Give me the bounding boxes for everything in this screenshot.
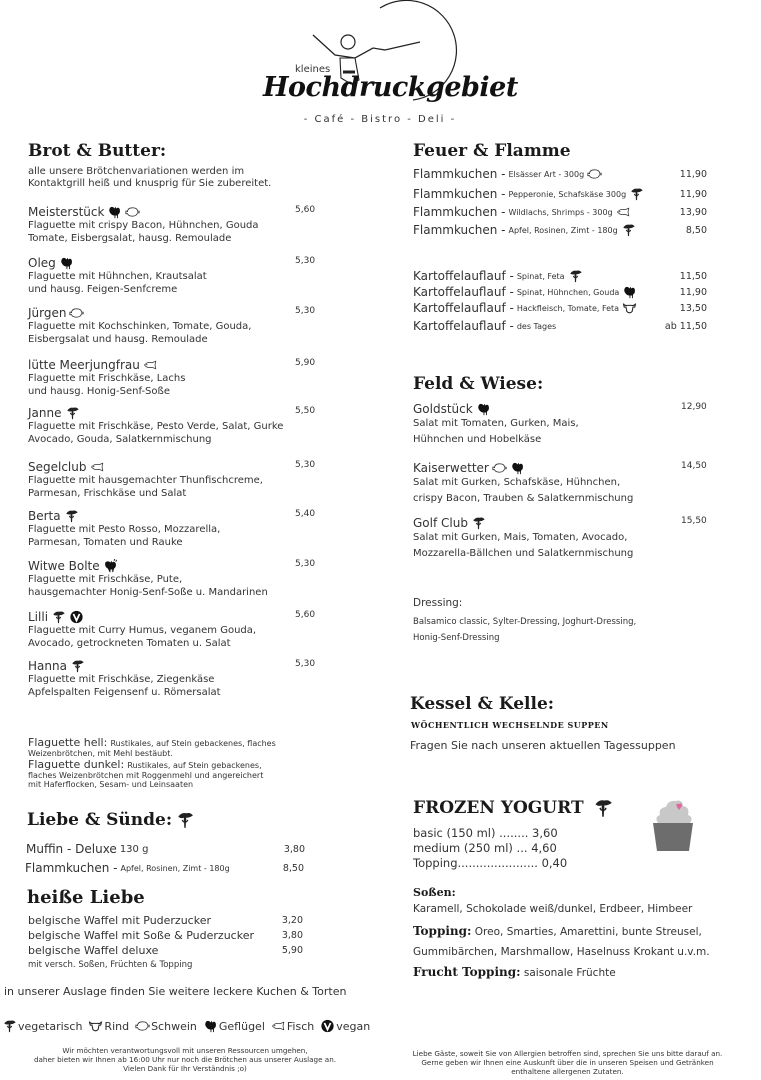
pig-icon — [125, 205, 140, 219]
legend-item — [88, 1019, 129, 1033]
section-title-kessel-kelle: Kessel & Kelle: — [410, 694, 555, 714]
menu-item — [28, 508, 328, 549]
vegetarian-icon — [592, 798, 614, 818]
bread-note-label: Flaguette hell: — [28, 736, 108, 749]
item-price: 5,40 — [295, 509, 316, 519]
vegetarian-icon — [471, 516, 486, 530]
item-description: Hühnchen und Hobelkäse — [413, 434, 542, 445]
item-name: Hanna — [28, 658, 67, 673]
item-price: 5,50 — [295, 406, 316, 416]
item-name: Flammkuchen - — [413, 187, 506, 201]
legend-item — [271, 1019, 314, 1033]
item-detail: Hackfleisch, Tomate, Feta — [516, 303, 620, 313]
chicken-icon — [476, 402, 491, 416]
item-description: Avocado, getrockneten Tomaten u. Salat — [28, 638, 231, 649]
legend-item — [320, 1019, 370, 1033]
item-description: Flaguette mit Frischkäse, Pute, — [28, 574, 183, 585]
item-name: Witwe Bolte — [28, 558, 100, 573]
menu-item: belgische Waffel deluxe — [28, 943, 159, 957]
section-title-brot-butter: Brot & Butter: — [28, 141, 167, 161]
item-name: Kartoffelauflauf - — [413, 319, 514, 333]
pig-icon — [492, 461, 507, 475]
legend-label: vegetarisch — [18, 1019, 83, 1033]
item-price: 5,60 — [295, 610, 316, 620]
soup-text: Fragen Sie nach unseren aktuellen Tagessuppen — [410, 739, 676, 752]
vegetarian-icon — [621, 223, 636, 237]
item-description: hausgemachter Honig-Senf-Soße u. Mandarinen — [28, 587, 268, 598]
frucht-label: Frucht Topping: — [413, 965, 521, 979]
item-detail: Pepperonie, Schafskäse 300g — [508, 189, 627, 199]
item-price: 13,90 — [679, 207, 707, 218]
item-description: Apfelspalten Feigensenf u. Römersalat — [28, 687, 221, 698]
frozen-yogurt-header — [413, 798, 614, 818]
frozen-yogurt-sizes — [413, 826, 567, 871]
item-price: 5,60 — [295, 205, 316, 215]
footer-line: enthaltene allergenen Zutaten. — [511, 1067, 624, 1076]
item-description: Flaguette mit Frischkäse, Pesto Verde, Salat, Gurke — [28, 421, 284, 432]
item-detail: Apfel, Rosinen, Zimt - 180g — [120, 863, 230, 873]
item-price: 11,90 — [679, 189, 707, 200]
item-name: Flammkuchen - — [413, 205, 506, 219]
menu-item — [28, 305, 328, 346]
menu-item — [413, 515, 713, 562]
frozen-yogurt-illustration — [650, 795, 696, 853]
item-price: 11,90 — [679, 169, 707, 180]
chicken-icon — [622, 285, 637, 299]
liebe-suende-header — [27, 810, 194, 830]
item-detail: Wildlachs, Shrimps - 300g — [508, 207, 613, 217]
item-price: 8,50 — [685, 225, 707, 236]
legend-label: Geflügel — [218, 1019, 265, 1033]
item-price: 5,90 — [295, 358, 316, 368]
legend-label: vegan — [336, 1019, 371, 1033]
item-detail: Elsässer Art - 300g — [508, 169, 585, 179]
menu-item — [413, 186, 644, 202]
item-name-row — [28, 558, 328, 573]
item-name: Kartoffelauflauf - — [413, 269, 514, 283]
menu-item — [413, 204, 631, 220]
item-description: Parmesan, Tomaten und Rauke — [28, 537, 183, 548]
brot-butter-intro — [28, 166, 271, 190]
item-name: Flammkuchen - — [25, 861, 118, 875]
bread-notes — [28, 737, 368, 789]
dressing-label: Dressing: — [413, 597, 463, 609]
size-row — [413, 856, 567, 871]
item-description: Mozzarella-Bällchen und Salatkernmischung — [413, 548, 634, 559]
legend-item — [135, 1019, 197, 1033]
item-detail: 130 g — [119, 843, 149, 855]
fish-icon — [143, 358, 158, 372]
topping-line: Gummibärchen, Marshmallow, Haselnuss Krokant u.v.m. — [413, 946, 710, 958]
menu-item — [28, 609, 328, 650]
item-name: Kaiserwetter — [413, 460, 489, 475]
item-description: Avocado, Gouda, Salatkernmischung — [28, 434, 212, 445]
intro-line: alle unsere Brötchenvariationen werden im — [28, 166, 245, 177]
bread-note-text: Rustikales, auf Stein gebackenes, — [127, 761, 262, 770]
logo-small-text: kleines — [295, 64, 331, 75]
chicken-icon — [510, 461, 525, 475]
yogurt-cup — [653, 823, 693, 851]
item-name-row — [28, 658, 328, 673]
chicken-icon — [107, 205, 122, 219]
footer-line: Gerne geben wir Ihnen eine Auskunft über die in unseren Speisen und Getränken — [421, 1058, 714, 1067]
item-price: 5,90 — [281, 945, 303, 956]
pig-icon — [69, 306, 84, 320]
sossen-label: Soßen: — [413, 886, 456, 899]
item-name: Berta — [28, 508, 61, 523]
item-price: 3,80 — [283, 844, 305, 855]
vegan-icon — [69, 610, 84, 624]
item-detail: Spinat, Hühnchen, Gouda — [516, 287, 620, 297]
size-label: medium (250 ml) ... — [413, 841, 528, 855]
item-name: Goldstück — [413, 401, 473, 416]
item-name-row — [28, 609, 328, 624]
item-name: Kartoffelauflauf - — [413, 285, 514, 299]
item-name: Janne — [28, 405, 62, 420]
footer-line: Liebe Gäste, soweit Sie von Allergien betroffen sind, sprechen Sie uns bitte darauf an. — [412, 1049, 723, 1058]
item-name-row — [413, 515, 713, 530]
sossen-list: Karamell, Schokolade weiß/dunkel, Erdbeer, Himbeer — [413, 903, 693, 915]
legend-label: Fisch — [286, 1019, 315, 1033]
chicken-icon — [203, 1019, 218, 1033]
menu-item — [413, 460, 713, 507]
menu-item — [413, 222, 636, 238]
item-description: Flaguette mit crispy Bacon, Hühnchen, Gouda — [28, 220, 259, 231]
item-name: Golf Club — [413, 515, 468, 530]
footer-left-note — [0, 1046, 370, 1073]
menu-item — [413, 318, 556, 334]
item-description: crispy Bacon, Trauben & Salatkernmischung — [413, 493, 634, 504]
item-description: Eisbergsalat und hausg. Remoulade — [28, 334, 208, 345]
logo-name: Hochdruckgebiet — [263, 72, 518, 103]
menu-item — [413, 284, 637, 300]
size-price: 3,60 — [532, 826, 558, 840]
vegetarian-icon — [70, 659, 85, 673]
legend-item — [2, 1019, 82, 1033]
item-name: Segelclub — [28, 459, 87, 474]
item-detail: des Tages — [516, 321, 557, 331]
menu-item — [28, 357, 328, 398]
item-name-row — [28, 305, 328, 320]
item-description: Flaguette mit Kochschinken, Tomate, Gouda, — [28, 321, 252, 332]
size-label: basic (150 ml) ........ — [413, 826, 529, 840]
menu-item — [28, 658, 328, 699]
turkey-icon — [103, 559, 118, 573]
soup-subtitle: WÖCHENTLICH WECHSELNDE SUPPEN — [411, 720, 609, 730]
menu-item — [28, 405, 328, 446]
item-name: Muffin - Deluxe — [26, 842, 117, 856]
section-title-heisse-liebe: heiße Liebe — [27, 887, 145, 908]
footer-line: daher bieten wir Ihnen ab 16:00 Uhr nur noch die Brötchen aus unserer Auslage an. — [33, 1055, 337, 1064]
bread-note-text: mit Haferflocken, Sesam- und Leinsaaten — [28, 780, 194, 789]
vegetarian-icon — [2, 1019, 17, 1033]
section-title-feld-wiese: Feld & Wiese: — [413, 374, 544, 394]
item-name-row — [28, 508, 328, 523]
menu-item — [28, 255, 328, 296]
item-price: 15,50 — [681, 516, 707, 526]
vegetarian-icon — [65, 406, 80, 420]
item-price: 5,30 — [295, 460, 316, 470]
footer-line: Vielen Dank für Ihr Verständnis ;o) — [123, 1064, 247, 1073]
menu-item: belgische Waffel mit Soße & Puderzucker — [28, 928, 254, 942]
bread-note-hell — [28, 737, 368, 759]
item-price: 12,90 — [681, 402, 707, 412]
item-description: Salat mit Gurken, Mais, Tomaten, Avocado, — [413, 532, 628, 543]
item-description: Flaguette mit Frischkäse, Lachs — [28, 373, 186, 384]
item-description: Parmesan, Frischkäse und Salat — [28, 488, 187, 499]
vegetarian-icon — [629, 187, 644, 201]
item-price: 5,30 — [295, 559, 316, 569]
waffle-note: mit versch. Soßen, Früchten & Topping — [28, 960, 193, 970]
item-description: Tomate, Eisbergsalat, hausg. Remoulade — [28, 233, 232, 244]
pig-icon — [587, 167, 602, 181]
item-name: Oleg — [28, 255, 56, 270]
bread-note-text: Weizenbrötchen, mit Mehl bestäubt. — [28, 749, 173, 758]
logo — [255, 0, 518, 128]
pig-icon — [135, 1019, 150, 1033]
size-row — [413, 841, 567, 856]
dressing-line: Balsamico classic, Sylter-Dressing, Joghurt-Dressing, — [413, 617, 637, 627]
icon-legend — [2, 1019, 370, 1033]
item-name-row — [28, 405, 328, 420]
item-name: Kartoffelauflauf - — [413, 301, 514, 315]
frucht-text: saisonale Früchte — [523, 967, 616, 979]
beef-icon — [622, 301, 637, 315]
item-name: Meisterstück — [28, 204, 105, 219]
item-price: 5,30 — [295, 256, 316, 266]
menu-item — [28, 204, 328, 245]
menu-item: belgische Waffel mit Puderzucker — [28, 913, 211, 927]
menu-item — [26, 841, 148, 857]
fish-icon — [271, 1019, 286, 1033]
legend-label: Schwein — [151, 1019, 197, 1033]
item-name-row — [28, 357, 328, 372]
item-description: und hausg. Feigen-Senfcreme — [28, 284, 178, 295]
item-description: Flaguette mit Pesto Rosso, Mozzarella, — [28, 524, 221, 535]
item-price: 14,50 — [681, 461, 707, 471]
menu-item — [413, 166, 602, 182]
item-description: Salat mit Gurken, Schafskäse, Hühnchen, — [413, 477, 621, 488]
fish-icon — [90, 460, 105, 474]
legend-label: Rind — [104, 1019, 130, 1033]
beef-icon — [88, 1019, 103, 1033]
section-title-liebe-suende: Liebe & Sünde: — [27, 810, 173, 830]
size-price: 4,60 — [531, 841, 557, 855]
item-price: ab 11,50 — [664, 321, 707, 332]
topping-line: Oreo, Smarties, Amarettini, bunte Streusel, — [474, 926, 702, 938]
size-row — [413, 826, 567, 841]
vegetarian-icon — [568, 269, 583, 283]
size-label: Topping...................... — [413, 856, 538, 870]
dressing-line: Honig-Senf-Dressing — [413, 633, 500, 643]
tagline: - Café - Bistro - Deli - — [303, 114, 457, 125]
auslage-note: in unserer Auslage finden Sie weitere leckere Kuchen & Torten — [4, 985, 347, 998]
bread-note-dunkel — [28, 760, 368, 789]
item-description: und hausg. Honig-Senf-Soße — [28, 386, 170, 397]
item-description: Salat mit Tomaten, Gurken, Mais, — [413, 418, 579, 429]
vegetarian-icon — [176, 810, 194, 830]
item-price: 13,50 — [679, 303, 707, 314]
item-price: 11,50 — [679, 271, 707, 282]
item-name: Flammkuchen - — [413, 223, 506, 237]
menu-item — [413, 268, 583, 284]
item-description: Flaguette mit Frischkäse, Ziegenkäse — [28, 674, 215, 685]
item-description: Flaguette mit hausgemachter Thunfischcreme, — [28, 475, 263, 486]
bread-note-text: Rustikales, auf Stein gebackenes, flaches — [110, 739, 276, 748]
yogurt-cream — [656, 801, 691, 823]
legend-item — [203, 1019, 265, 1033]
item-name: Flammkuchen - — [413, 167, 506, 181]
topping-label: Topping: — [413, 924, 472, 938]
item-detail: Spinat, Feta — [516, 271, 565, 281]
item-name-row — [28, 204, 328, 219]
section-title-feuer-flamme: Feuer & Flamme — [413, 141, 571, 161]
menu-item — [413, 300, 637, 316]
menu-item — [28, 558, 328, 599]
vegan-icon — [320, 1019, 335, 1033]
item-price: 11,90 — [679, 287, 707, 298]
fish-icon — [616, 205, 631, 219]
bread-note-text: flaches Weizenbrötchen mit Roggenmehl und angereichert — [28, 771, 264, 780]
item-name-row — [413, 401, 713, 416]
item-name-row — [413, 460, 713, 475]
bread-note-label: Flaguette dunkel: — [28, 758, 125, 771]
dressing-list — [413, 614, 636, 646]
item-price: 5,30 — [295, 306, 316, 316]
item-name-row — [28, 459, 328, 474]
menu-item — [413, 401, 713, 448]
chicken-icon — [59, 256, 74, 270]
menu-item — [25, 860, 230, 876]
item-price: 3,20 — [281, 915, 303, 926]
item-name-row — [28, 255, 328, 270]
item-price: 5,30 — [295, 659, 316, 669]
vegetarian-icon — [64, 509, 79, 523]
item-description: Flaguette mit Curry Humus, veganem Gouda, — [28, 625, 257, 636]
menu-item — [28, 459, 328, 500]
section-title-frozen-yogurt: FROZEN YOGURT — [413, 798, 584, 818]
item-name: Jürgen — [28, 305, 67, 320]
item-detail: Apfel, Rosinen, Zimt - 180g — [508, 225, 618, 235]
item-price: 3,80 — [281, 930, 303, 941]
vegetarian-icon — [51, 610, 66, 624]
size-price: 0,40 — [541, 856, 568, 870]
intro-line: Kontaktgrill heiß und knusprig für Sie zubereitet. — [28, 178, 272, 189]
footer-line: Wir möchten verantwortungsvoll mit unseren Ressourcen umgehen, — [62, 1046, 308, 1055]
item-description: Flaguette mit Hühnchen, Krautsalat — [28, 271, 207, 282]
item-price: 8,50 — [282, 863, 304, 874]
topping-list — [413, 921, 710, 983]
item-name: Lilli — [28, 609, 49, 624]
footer-allergy-note — [375, 1049, 760, 1076]
item-name: lütte Meerjungfrau — [28, 357, 140, 372]
